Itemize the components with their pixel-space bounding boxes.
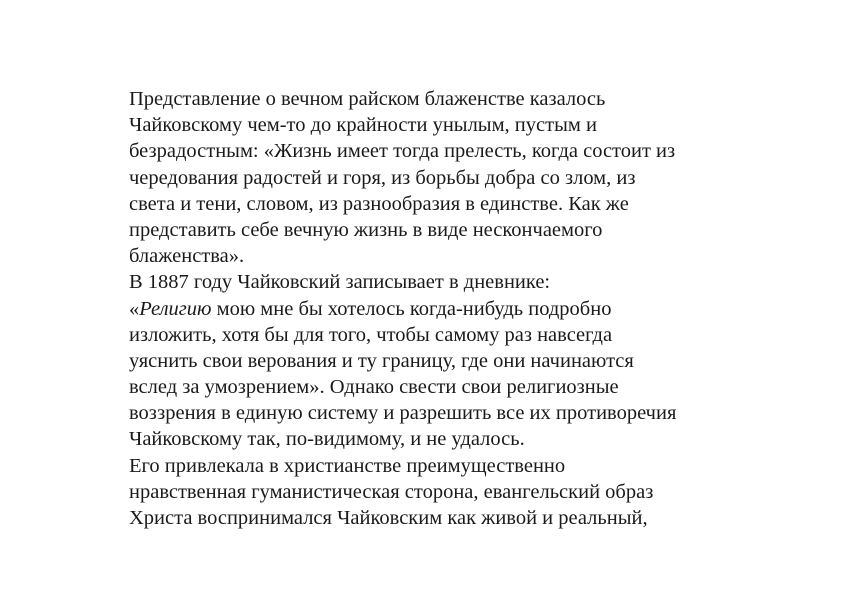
body-text (129, 86, 749, 531)
text-line-5: света и тени, словом, из разнообразия в единстве. Как же (129, 192, 629, 215)
text-line-9 (129, 296, 749, 322)
text-line-8: В 1887 году Чайковский записывает в дневнике: (129, 271, 551, 294)
text-line-10: изложить, хотя бы для того, чтобы самому раз навсегда (129, 323, 613, 346)
italic-word: Религию (139, 297, 212, 320)
text-line-15: Его привлекала в христианстве преимущественно (129, 454, 566, 477)
text-line-11: уяснить свои верования и ту границу, где они начинаются (129, 349, 634, 372)
line-9-rest: мою мне бы хотелось когда-нибудь подробно (211, 297, 612, 320)
text-line-13: воззрения в единую систему и разрешить все их противоречия (129, 402, 677, 425)
text-line-17: Христа воспринимался Чайковским как живой и реальный, (129, 507, 648, 529)
text-line-16: нравственная гуманистическая сторона, евангельский образ (129, 480, 654, 503)
text-line-1: Представление о вечном райском блаженстве казалось (129, 88, 606, 110)
text-line-12: вслед за умозрением». Однако свести свои религиозные (129, 376, 619, 399)
text-line-6: представить себе вечную жизнь в виде нескончаемого (129, 218, 603, 241)
text-line-14: Чайковскому так, по-видимому, и не удалось. (129, 428, 525, 451)
text-line-7: блаженства». (129, 245, 245, 268)
text-line-2: Чайковскому чем-то до крайности унылым, пустым и (129, 114, 597, 137)
text-line-4: чередования радостей и горя, из борьбы добра со злом, из (129, 166, 636, 189)
open-quote: « (129, 297, 140, 320)
text-line-3: безрадостным: «Жизнь имеет тогда прелесть, когда состоит из (129, 140, 676, 163)
